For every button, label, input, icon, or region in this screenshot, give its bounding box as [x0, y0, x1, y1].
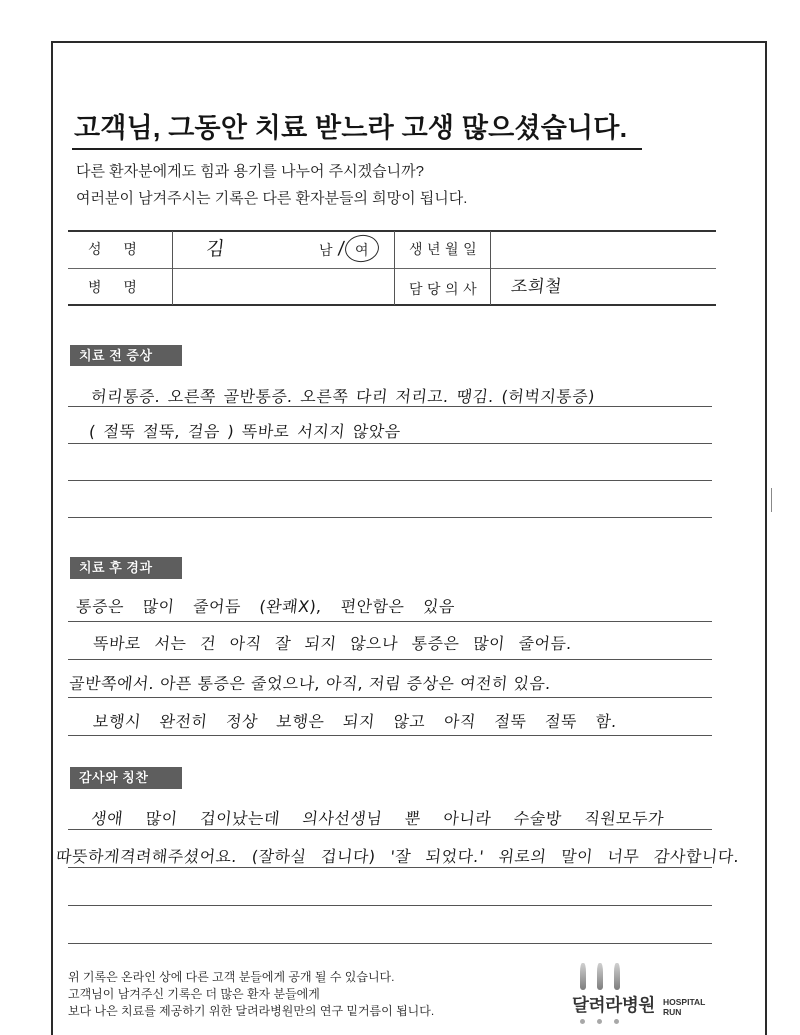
ruled-line — [68, 829, 712, 830]
intro-line: 다른 환자분에게도 힘과 용기를 나누어 주시겠습니까? — [76, 163, 424, 180]
logo-dot — [597, 1019, 602, 1024]
handwritten-line: 허리통증. 오른쪽 골반통증. 오른쪽 다리 저리고. 땡김. (허벅지통증) — [90, 387, 596, 406]
logo-stroke — [580, 963, 586, 990]
table-divider — [394, 231, 395, 305]
table-rule — [68, 230, 716, 232]
ruled-line — [68, 517, 712, 518]
logo-dot — [614, 1019, 619, 1024]
section-thanks-and-praise — [0, 767, 800, 957]
section-symptoms-before-treatment — [0, 345, 800, 535]
section-progress-after-treatment — [0, 557, 800, 747]
footer-note: 보다 나은 치료를 제공하기 위한 달려라병원만의 연구 밑거름이 됩니다. — [68, 1004, 435, 1018]
page-title: 고객님, 그동안 치료 받느라 고생 많으셨습니다. — [74, 113, 628, 143]
logo-stroke — [614, 963, 620, 990]
doctor-name-value: 조희철 — [510, 277, 563, 297]
logo-tagline-hospital: HOSPITAL — [663, 997, 706, 1007]
ruled-line — [68, 480, 712, 481]
table-divider — [172, 231, 173, 305]
gender-separator: / — [337, 238, 346, 259]
section-heading: 치료 전 증상 — [70, 345, 182, 366]
hospital-logo — [570, 958, 710, 1030]
handwritten-line: 생애 많이 겁이났는데 의사선생님 뿐 아니라 수술방 직원모두가 — [90, 809, 666, 828]
ruled-line — [68, 659, 712, 660]
ruled-line — [68, 867, 712, 868]
intro-line: 여러분이 남겨주시는 기록은 다른 환자분들의 희망이 됩니다. — [76, 190, 468, 207]
ruled-line — [68, 406, 712, 407]
patient-name-value: 김 — [205, 238, 227, 260]
footer-notes — [68, 969, 434, 1020]
gender-option-male: 남 — [319, 242, 333, 258]
footer-note: 고객님이 남겨주신 기록은 더 많은 환자 분들에게 — [68, 987, 320, 1001]
section-heading: 감사와 칭찬 — [70, 767, 182, 789]
handwritten-line: ( 절뚝 절뚝, 걸음 ) 똑바로 서지지 않았음 — [88, 422, 402, 441]
logo-tagline-run: RUN — [663, 1007, 682, 1017]
handwritten-line: 보행시 완전히 정상 보행은 되지 않고 아직 절뚝 절뚝 함. — [92, 712, 619, 731]
handwritten-line: 따뜻하게격려해주셨어요. (잘하실 겁니다) '잘 되었다.' 위로의 말이 너무 감사합니다. — [55, 847, 741, 866]
handwritten-line: 통증은 많이 줄어듬 (완쾌X), 편안함은 있음 — [75, 597, 456, 616]
ruled-line — [68, 905, 712, 906]
ruled-line — [68, 621, 712, 622]
ruled-line — [68, 735, 712, 736]
gender-option-female: 여 — [355, 242, 369, 258]
footer-note: 위 기록은 온라인 상에 다른 고객 분들에게 공개 될 수 있습니다. — [68, 970, 395, 984]
disease-label: 병 명 — [88, 279, 137, 295]
logo-name: 달려라병원 — [572, 995, 656, 1015]
birth-date-label: 생년월일 — [409, 241, 482, 257]
name-label: 성 명 — [88, 241, 137, 257]
doctor-label: 담당의사 — [409, 281, 482, 297]
section-heading: 치료 후 경과 — [70, 557, 182, 579]
ruled-line — [68, 943, 712, 944]
table-rule — [68, 304, 716, 306]
ruled-line — [68, 443, 712, 444]
ruled-line — [68, 697, 712, 698]
title-underline — [72, 148, 642, 150]
handwritten-line: 똑바로 서는 건 아직 잘 되지 않으나 통증은 많이 줄어듬. — [92, 634, 574, 653]
handwritten-line: 골반쪽에서. 아픈 통증은 줄었으나, 아직, 저림 증상은 여전히 있음. — [68, 674, 552, 693]
logo-stroke — [597, 963, 603, 990]
table-rule — [68, 268, 716, 269]
logo-dot — [580, 1019, 585, 1024]
table-divider — [490, 231, 491, 305]
